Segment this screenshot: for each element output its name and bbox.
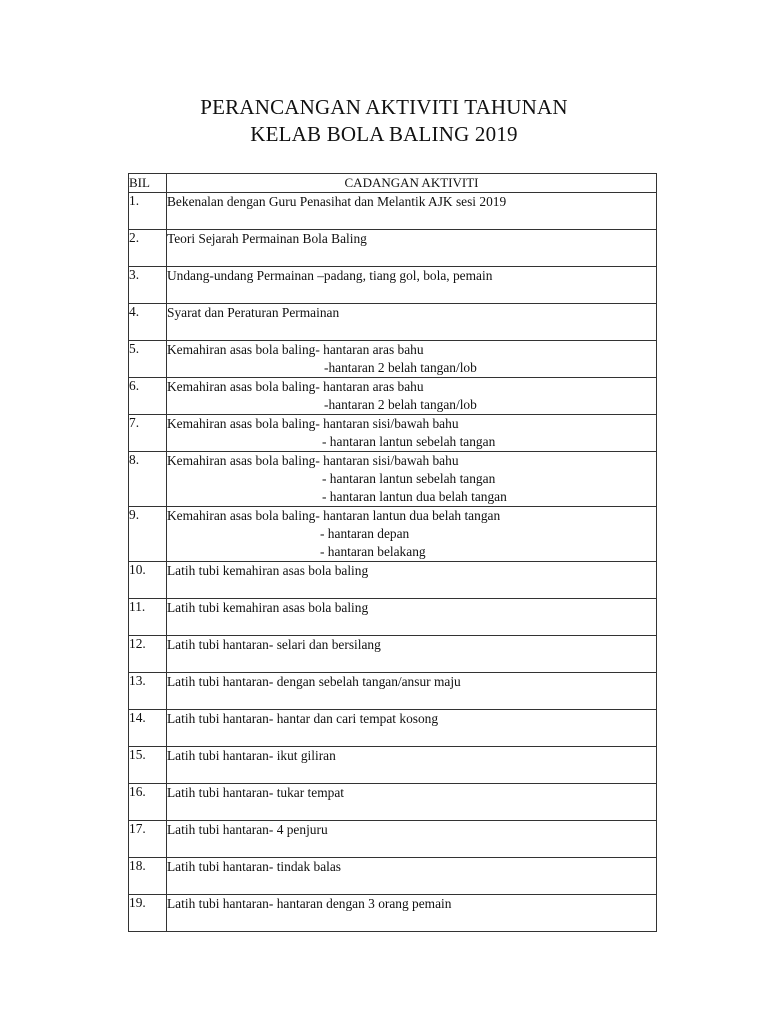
row-number: 18. <box>129 858 167 895</box>
table-row <box>129 599 657 636</box>
activity-text: Kemahiran asas bola baling- hantaran sisi/bawah bahu <box>167 453 459 468</box>
activity-cell <box>167 858 657 895</box>
table-row <box>129 304 657 341</box>
activity-cell <box>167 230 657 267</box>
page-subtitle: KELAB BOLA BALING 2019 <box>250 122 518 146</box>
table-row <box>129 378 657 415</box>
activity-cell <box>167 415 657 452</box>
activity-text: Latih tubi kemahiran asas bola baling <box>167 600 369 615</box>
activity-text: Teori Sejarah Permainan Bola Baling <box>167 231 367 246</box>
table-row <box>129 747 657 784</box>
activity-subtext: - hantaran belakang <box>320 544 426 559</box>
activity-cell <box>167 784 657 821</box>
activity-cell <box>167 895 657 932</box>
activity-text: Latih tubi hantaran- tukar tempat <box>167 785 344 800</box>
table-row <box>129 341 657 378</box>
activity-cell <box>167 452 657 507</box>
table-row <box>129 858 657 895</box>
row-number: 15. <box>129 747 167 784</box>
activity-subtext: -hantaran 2 belah tangan/lob <box>324 360 477 375</box>
activity-text: Latih tubi hantaran- selari dan bersilang <box>167 637 381 652</box>
activity-text: Syarat dan Peraturan Permainan <box>167 305 340 320</box>
column-header-activity: CADANGAN AKTIVITI <box>167 174 657 193</box>
activity-text: Bekenalan dengan Guru Penasihat dan Melantik AJK sesi 2019 <box>167 194 507 209</box>
activity-cell <box>167 821 657 858</box>
table-row <box>129 452 657 507</box>
page-title: PERANCANGAN AKTIVITI TAHUNAN <box>200 95 568 119</box>
column-header-bil: BIL <box>129 174 167 193</box>
activity-text: Latih tubi hantaran- ikut giliran <box>167 748 336 763</box>
row-number: 5. <box>129 341 167 378</box>
table-row <box>129 230 657 267</box>
table-row <box>129 636 657 673</box>
row-number: 11. <box>129 599 167 636</box>
activity-text: Latih tubi hantaran- hantar dan cari tempat kosong <box>167 711 439 726</box>
activity-text: Kemahiran asas bola baling- hantaran aras bahu <box>167 342 424 357</box>
activity-cell <box>167 378 657 415</box>
activity-text: Latih tubi hantaran- dengan sebelah tangan/ansur maju <box>167 674 461 689</box>
activity-cell <box>167 710 657 747</box>
table-row <box>129 710 657 747</box>
activity-cell <box>167 636 657 673</box>
activity-cell <box>167 562 657 599</box>
table-row <box>129 784 657 821</box>
row-number: 9. <box>129 507 167 562</box>
activity-cell <box>167 304 657 341</box>
activity-text: Latih tubi hantaran- tindak balas <box>167 859 342 874</box>
activity-cell <box>167 267 657 304</box>
activity-text: Undang-undang Permainan –padang, tiang gol, bola, pemain <box>167 268 493 283</box>
row-number: 19. <box>129 895 167 932</box>
activity-subtext: - hantaran lantun sebelah tangan <box>322 471 496 486</box>
table-row <box>129 193 657 230</box>
row-number: 4. <box>129 304 167 341</box>
row-number: 13. <box>129 673 167 710</box>
table-row <box>129 562 657 599</box>
table-row <box>129 673 657 710</box>
activity-subtext: - hantaran depan <box>320 526 410 541</box>
activity-text: Latih tubi hantaran- hantaran dengan 3 orang pemain <box>167 896 452 911</box>
row-number: 7. <box>129 415 167 452</box>
table-row <box>129 415 657 452</box>
activity-subtext: -hantaran 2 belah tangan/lob <box>324 397 477 412</box>
row-number: 3. <box>129 267 167 304</box>
activity-text: Kemahiran asas bola baling- hantaran lantun dua belah tangan <box>167 508 501 523</box>
table-row <box>129 895 657 932</box>
activity-cell <box>167 599 657 636</box>
activity-plan-table <box>128 173 657 932</box>
activity-text: Latih tubi kemahiran asas bola baling <box>167 563 369 578</box>
row-number: 8. <box>129 452 167 507</box>
activity-cell <box>167 673 657 710</box>
row-number: 17. <box>129 821 167 858</box>
activity-cell <box>167 747 657 784</box>
activity-text: Kemahiran asas bola baling- hantaran sisi/bawah bahu <box>167 416 459 431</box>
activity-subtext: - hantaran lantun dua belah tangan <box>322 489 507 504</box>
table-header-row <box>129 174 657 193</box>
row-number: 10. <box>129 562 167 599</box>
table-row <box>129 507 657 562</box>
row-number: 14. <box>129 710 167 747</box>
activity-subtext: - hantaran lantun sebelah tangan <box>322 434 496 449</box>
row-number: 16. <box>129 784 167 821</box>
row-number: 12. <box>129 636 167 673</box>
table-row <box>129 267 657 304</box>
activity-cell <box>167 341 657 378</box>
activity-cell <box>167 507 657 562</box>
row-number: 2. <box>129 230 167 267</box>
table-row <box>129 821 657 858</box>
row-number: 1. <box>129 193 167 230</box>
activity-text: Latih tubi hantaran- 4 penjuru <box>167 822 328 837</box>
row-number: 6. <box>129 378 167 415</box>
activity-text: Kemahiran asas bola baling- hantaran aras bahu <box>167 379 424 394</box>
activity-cell <box>167 193 657 230</box>
